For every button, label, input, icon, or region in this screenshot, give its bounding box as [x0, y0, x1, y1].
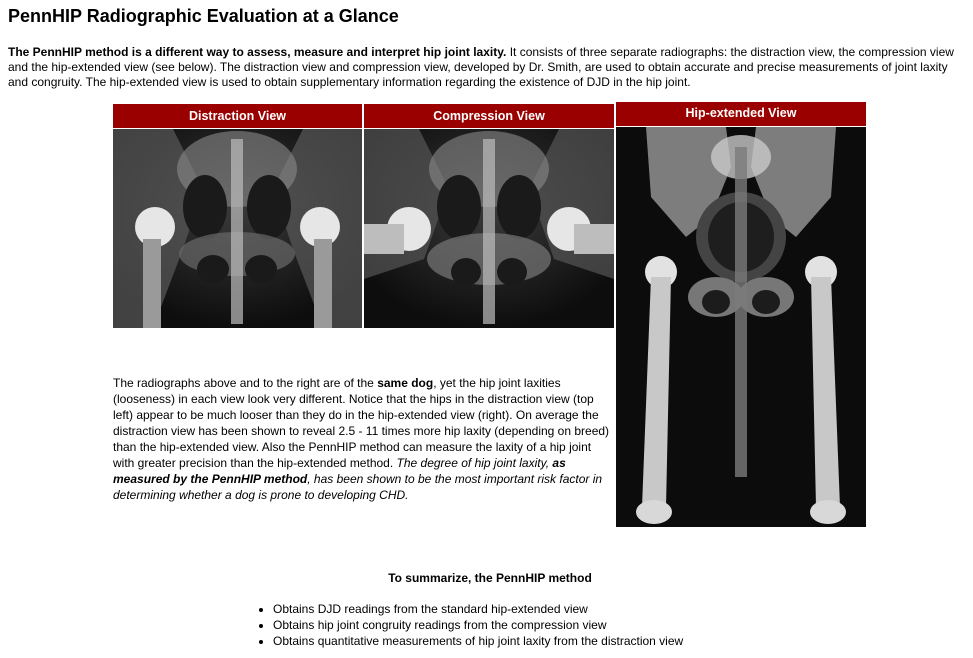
intro-bold-text: The PennHIP method is a different way to assess, measure and interpret hip joint laxity. [8, 45, 507, 59]
description-paragraph [113, 375, 613, 503]
summary-item: • Obtains DJD readings from the standard hip-extended view [273, 601, 683, 617]
distraction-view-header: Distraction View [113, 104, 362, 128]
summary-title: To summarize, the PennHIP method [388, 571, 592, 585]
same-dog-emphasis: same dog [377, 376, 434, 390]
page-title: PennHIP Radiographic Evaluation at a Glance [8, 6, 399, 26]
description-italic-1: The degree of hip joint laxity, [396, 456, 553, 470]
description-italic-2: , has been shown to be the most important risk factor in determining whether a dog is prone to developing CHD. [113, 472, 603, 502]
hip-extended-view-header: Hip-extended View [616, 102, 866, 126]
hip-extended-radiograph [616, 127, 866, 527]
intro-paragraph [8, 45, 966, 90]
compression-radiograph [364, 129, 614, 328]
summary-item: • Obtains hip joint congruity readings from the compression view [273, 617, 683, 633]
description-text-2: , yet the hip joint laxities (looseness) in each view look very different. Notice that the hips in the distraction view (top left) appear to be much looser than they do in the hip-extended view (right). On average the distraction view has been shown to reveal 2.5 - 11 times more hip laxity (depending on breed) than the hip-extended view. Also the PennHIP method can measure the laxity of a hip joint with greater precision than the hip-extended method. [113, 376, 610, 470]
summary-list [255, 601, 683, 649]
description-italic-bold: as measured by the PennHIP method [113, 456, 566, 486]
description-text-1: The radiographs above and to the right are of the [113, 376, 378, 390]
distraction-radiograph [113, 129, 362, 328]
summary-item: • Obtains quantitative measurements of hip joint laxity from the distraction view [273, 633, 683, 649]
intro-text: It consists of three separate radiographs: the distraction view, the compression view and the hip-extended view (see below). The distraction view and compression view, developed by Dr. Smith, are used to obtain accurate and precise measurements of joint laxity and congruity. The hip-extended view is used to obtain supplementary information regarding the existence of DJD in the hip joint. [8, 45, 954, 89]
compression-view-header: Compression View [364, 104, 614, 128]
